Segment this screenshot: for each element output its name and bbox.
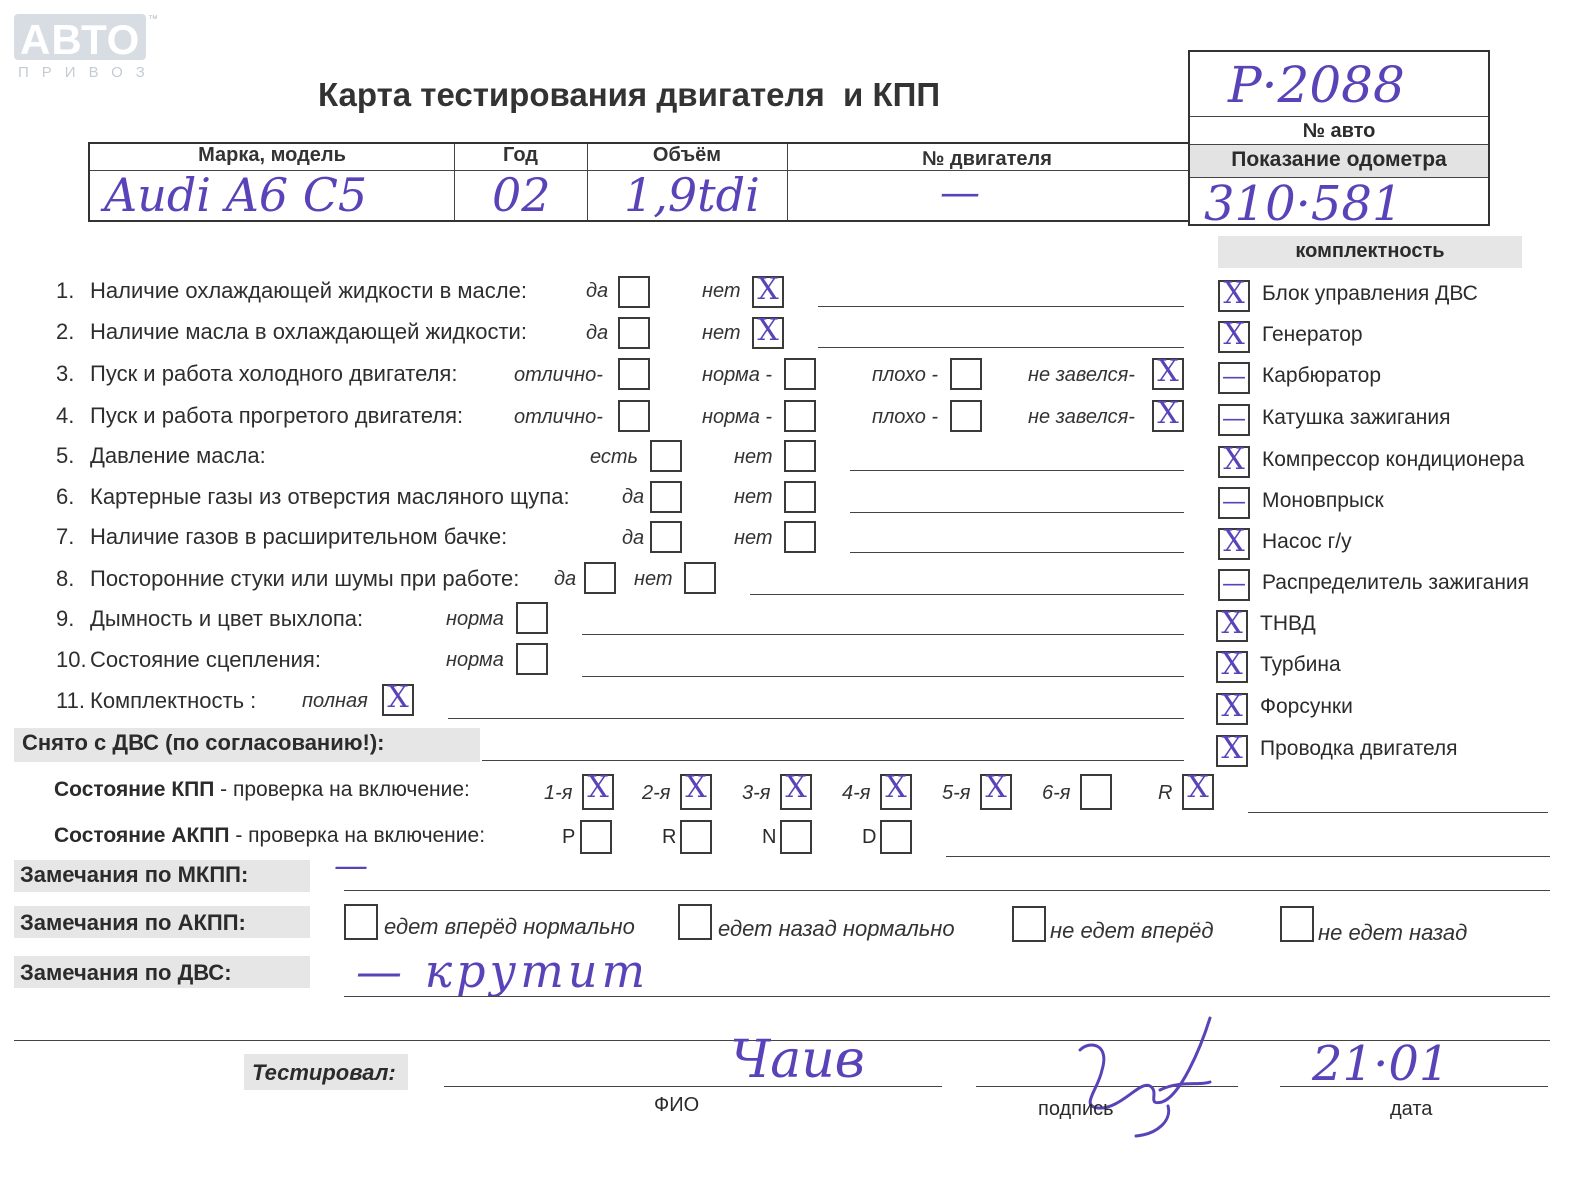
item-3-text: Пуск и работа холодного двигателя:: [90, 361, 458, 386]
completeness-checkbox-6[interactable]: [1218, 487, 1250, 519]
completeness-item-label: Блок управления ДВС: [1262, 282, 1478, 305]
dvs-remarks-label: Замечания по ДВС:: [20, 960, 232, 985]
item-8-number: 8.: [56, 566, 75, 591]
item-11-number: 11.: [56, 688, 85, 713]
akpp-mode-label: N: [762, 826, 777, 848]
item-7-line: [850, 552, 1184, 553]
item-1-text: Наличие охлаждающей жидкости в масле:: [90, 278, 527, 303]
plate-box: [1188, 50, 1490, 232]
completeness-checkbox-11[interactable]: [1216, 689, 1248, 725]
plate-divider: [1190, 116, 1488, 117]
item-5-opt-no-checkbox[interactable]: [784, 440, 816, 472]
item-2-number: 2.: [56, 319, 75, 344]
odometer-label: Показание одометра: [1231, 148, 1447, 171]
item-3-opt-excellent-checkbox[interactable]: [618, 358, 650, 390]
akpp-label: [54, 824, 485, 848]
item-3-opt-bad-label: плохо -: [872, 364, 939, 386]
completeness-checkbox-10[interactable]: [1216, 647, 1248, 683]
item-4-opt-bad-checkbox[interactable]: [950, 400, 982, 432]
completeness-item-label: Катушка зажигания: [1262, 406, 1451, 429]
kpp-gear-checkbox[interactable]: [582, 770, 614, 810]
logo-sub-text: ПРИВОЗ: [18, 64, 158, 81]
akpp-mode-label: D: [862, 826, 877, 848]
item-3-opt-nostart-label: не завелся-: [1028, 364, 1135, 386]
item-4-number: 4.: [56, 403, 75, 428]
kpp-gear-checkbox[interactable]: [780, 770, 812, 810]
logo-tm: ™: [148, 14, 158, 25]
item-3-number: 3.: [56, 361, 75, 386]
completeness-title: комплектность: [1295, 240, 1445, 262]
page-title: Карта тестирования двигателя и КПП: [318, 76, 941, 113]
akpp-forward-ok-checkbox[interactable]: [344, 904, 378, 940]
item-10-opt-normal-checkbox[interactable]: [516, 643, 548, 675]
item-2-line: [818, 347, 1184, 348]
kpp-label-rest: - проверка на включение:: [214, 778, 470, 801]
check-mark: X: [685, 770, 707, 805]
completeness-checkbox-3[interactable]: [1218, 362, 1250, 394]
check-mark: X: [757, 313, 779, 348]
check-mark: X: [1187, 770, 1209, 805]
akpp-mode-checkbox[interactable]: [880, 820, 912, 854]
kpp-gear-checkbox[interactable]: [980, 770, 1012, 810]
akpp-line: [946, 856, 1550, 857]
check-mark: X: [1221, 606, 1243, 641]
check-mark: X: [1223, 524, 1245, 559]
kpp-gear-checkbox[interactable]: [1182, 770, 1214, 810]
dvs-remarks-value: — крутит: [356, 944, 650, 998]
item-6-line: [850, 512, 1184, 513]
mkpp-remarks-value: —: [334, 846, 368, 886]
item-10-opt-normal-label: норма: [446, 649, 504, 671]
item-11-opt-full-label: полная: [302, 690, 368, 712]
item-5-opt-yes-label: есть: [590, 446, 639, 468]
item-3-opt-bad-checkbox[interactable]: [950, 358, 982, 390]
logo-main-text: АВТО: [20, 16, 141, 63]
check-mark: X: [1157, 396, 1179, 431]
item-3-opt-excellent-label: отлично-: [514, 364, 603, 386]
completeness-item-label: ТНВД: [1260, 612, 1316, 635]
akpp-label-bold: Состояние АКПП: [54, 824, 230, 847]
check-mark: X: [1223, 276, 1245, 311]
name-line: [444, 1086, 942, 1087]
akpp-backward-ok-label: едет назад нормально: [718, 916, 955, 941]
item-1-line: [818, 306, 1184, 307]
item-7-opt-yes-label: да: [622, 527, 645, 549]
item-6-opt-yes-checkbox[interactable]: [650, 481, 682, 513]
check-mark: X: [1223, 317, 1245, 352]
item-1-opt-yes-checkbox[interactable]: [618, 276, 650, 308]
item-9-text: Дымность и цвет выхлопа:: [90, 606, 364, 631]
akpp-mode-checkbox[interactable]: [780, 820, 812, 854]
item-2-opt-no-label: нет: [702, 322, 741, 344]
model-value: Audi A6 C5: [104, 168, 368, 222]
completeness-checkbox-2[interactable]: [1218, 317, 1250, 353]
date-caption: дата: [1390, 1098, 1433, 1120]
signature-caption: подпись: [1038, 1098, 1114, 1120]
item-9-opt-normal-checkbox[interactable]: [516, 602, 548, 634]
completeness-checkbox-5[interactable]: [1218, 442, 1250, 478]
akpp-forward-ok-label: едет вперёд нормально: [384, 914, 635, 939]
completeness-checkbox-9[interactable]: [1216, 606, 1248, 642]
logo: [14, 14, 158, 84]
tester-name-value: Чаив: [730, 1030, 865, 1090]
mkpp-remarks-line: [344, 890, 1550, 891]
kpp-gear-checkbox[interactable]: [880, 770, 912, 810]
vehicle-table: [88, 142, 1188, 222]
item-1-number: 1.: [56, 278, 75, 303]
item-7-number: 7.: [56, 524, 75, 549]
item-2-opt-yes-label: да: [586, 322, 609, 344]
check-mark: X: [1221, 731, 1243, 766]
date-value: 21·01: [1312, 1036, 1450, 1092]
column-header-engine-no: № двигателя: [922, 148, 1052, 170]
kpp-gear-label: 3-я: [742, 782, 771, 804]
akpp-mode-checkbox[interactable]: [680, 820, 712, 854]
item-6-opt-no-checkbox[interactable]: [784, 481, 816, 513]
check-mark: X: [1221, 689, 1243, 724]
item-4-opt-excellent-checkbox[interactable]: [618, 400, 650, 432]
odometer-value: 310·581: [1204, 176, 1403, 232]
item-8-opt-no-checkbox[interactable]: [684, 562, 716, 594]
check-mark: —: [1222, 569, 1246, 597]
item-4-opt-normal-label: норма -: [702, 406, 773, 428]
item-11-line: [448, 718, 1184, 719]
plate-number: Р·2088: [1228, 56, 1405, 114]
column-header-model: Марка, модель: [198, 144, 346, 166]
completeness-item-label: Моновпрыск: [1262, 489, 1384, 512]
completeness-checkbox-1[interactable]: [1218, 276, 1250, 312]
kpp-gear-label: 5-я: [942, 782, 971, 804]
item-5-opt-yes-checkbox[interactable]: [650, 440, 682, 472]
kpp-line: [1248, 812, 1548, 813]
kpp-gear-checkbox[interactable]: [1080, 774, 1112, 810]
item-6-text: Картерные газы из отверстия масляного щупа:: [90, 484, 570, 509]
akpp-mode-label: P: [562, 826, 576, 848]
item-9-line: [582, 634, 1184, 635]
kpp-gear-label: 6-я: [1042, 782, 1071, 804]
removed-line: [482, 760, 1184, 761]
completeness-item-label: Турбина: [1260, 653, 1341, 676]
item-4-opt-bad-label: плохо -: [872, 406, 939, 428]
check-mark: X: [587, 770, 609, 805]
item-8-text: Посторонние стуки или шумы при работе:: [90, 566, 520, 591]
item-7-opt-no-checkbox[interactable]: [784, 521, 816, 553]
item-7-text: Наличие газов в расширительном бачке:: [90, 524, 508, 549]
item-1-opt-no-checkbox[interactable]: [752, 272, 784, 308]
item-8-opt-yes-label: да: [554, 568, 577, 590]
name-caption: ФИО: [654, 1094, 700, 1116]
item-10-line: [582, 676, 1184, 677]
item-7-opt-no-label: нет: [734, 527, 773, 549]
completeness-item-label: Проводка двигателя: [1260, 737, 1458, 760]
completeness-checkbox-4[interactable]: [1218, 404, 1250, 436]
check-mark: X: [1221, 647, 1243, 682]
check-mark: —: [1222, 487, 1246, 515]
check-mark: X: [387, 680, 409, 715]
akpp-no-forward-label: не едет вперёд: [1050, 918, 1214, 943]
completeness-item-label: Насос г/у: [1262, 530, 1352, 553]
kpp-label: [54, 778, 470, 802]
item-11-opt-full-checkbox[interactable]: [382, 680, 414, 716]
completeness-item-label: Форсунки: [1260, 695, 1353, 718]
item-10-text: Состояние сцепления:: [90, 647, 321, 672]
check-mark: —: [1222, 362, 1246, 390]
item-3-opt-normal-checkbox[interactable]: [784, 358, 816, 390]
check-mark: X: [757, 272, 779, 307]
item-10-number: 10.: [56, 647, 87, 672]
check-mark: —: [1222, 404, 1246, 432]
check-mark: X: [1223, 442, 1245, 477]
item-4-opt-normal-checkbox[interactable]: [784, 400, 816, 432]
completeness-checkbox-8[interactable]: [1218, 569, 1250, 601]
kpp-gear-label: 1-я: [544, 782, 573, 804]
akpp-no-forward-checkbox[interactable]: [1012, 906, 1046, 942]
column-header-volume: Объём: [652, 144, 722, 166]
item-4-text: Пуск и работа прогретого двигателя:: [90, 403, 464, 428]
volume-value: 1,9tdi: [624, 168, 760, 222]
item-11-text: Комплектность :: [90, 688, 257, 713]
akpp-no-backward-checkbox[interactable]: [1280, 906, 1314, 942]
item-6-number: 6.: [56, 484, 75, 509]
mkpp-remarks-label: Замечания по МКПП:: [20, 862, 249, 887]
kpp-gear-checkbox[interactable]: [680, 770, 712, 810]
check-mark: X: [985, 770, 1007, 805]
kpp-gear-label: 4-я: [842, 782, 871, 804]
item-8-line: [750, 594, 1184, 595]
item-5-opt-no-label: нет: [734, 446, 773, 468]
item-1-opt-yes-label: да: [586, 280, 609, 302]
item-4-opt-nostart-label: не завелся-: [1028, 406, 1135, 428]
item-3-opt-normal-label: норма -: [702, 364, 773, 386]
item-4-opt-nostart-checkbox[interactable]: [1152, 396, 1184, 432]
engine-no-value: —: [940, 170, 980, 216]
completeness-item-label: Генератор: [1262, 323, 1363, 346]
completeness-item-label: Компрессор кондиционера: [1262, 448, 1525, 471]
akpp-mode-label: R: [662, 826, 677, 848]
akpp-mode-checkbox[interactable]: [580, 820, 612, 854]
item-9-number: 9.: [56, 606, 75, 631]
dvs-remarks-line: [344, 996, 1550, 997]
akpp-label-rest: - проверка на включение:: [229, 824, 486, 847]
completeness-item-label: Распределитель зажигания: [1262, 571, 1530, 594]
removed-label: Снято с ДВС (по согласованию!):: [22, 730, 385, 755]
item-2-opt-yes-checkbox[interactable]: [618, 317, 650, 349]
item-3-opt-nostart-checkbox[interactable]: [1152, 354, 1184, 390]
item-5-number: 5.: [56, 443, 75, 468]
year-value: 02: [492, 168, 551, 222]
completeness-checkbox-12[interactable]: [1216, 731, 1248, 767]
tested-label: Тестировал:: [252, 1060, 396, 1085]
item-1-opt-no-label: нет: [702, 280, 741, 302]
plate-label: № авто: [1302, 120, 1376, 142]
kpp-label-bold: Состояние КПП: [54, 778, 215, 801]
akpp-no-backward-label: не едет назад: [1318, 920, 1468, 945]
akpp-backward-ok-checkbox[interactable]: [678, 904, 712, 940]
item-9-opt-normal-label: норма: [446, 608, 504, 630]
item-8-opt-no-label: нет: [634, 568, 673, 590]
item-2-text: Наличие масла в охлаждающей жидкости:: [90, 319, 527, 344]
item-4-opt-excellent-label: отлично-: [514, 406, 603, 428]
check-mark: X: [885, 770, 907, 805]
completeness-checkbox-7[interactable]: [1218, 524, 1250, 560]
item-6-opt-yes-label: да: [622, 486, 645, 508]
item-6-opt-no-label: нет: [734, 486, 773, 508]
completeness-item-label: Карбюратор: [1262, 364, 1382, 387]
check-mark: X: [1157, 354, 1179, 389]
item-5-line: [850, 470, 1184, 471]
item-7-opt-yes-checkbox[interactable]: [650, 521, 682, 553]
kpp-gear-label: 2-я: [642, 782, 671, 804]
item-5-text: Давление масла:: [90, 443, 266, 468]
column-header-year: Год: [503, 144, 538, 166]
kpp-gear-label: R: [1158, 782, 1173, 804]
item-8-opt-yes-checkbox[interactable]: [584, 562, 616, 594]
item-2-opt-no-checkbox[interactable]: [752, 313, 784, 349]
check-mark: X: [785, 770, 807, 805]
akpp-remarks-label: Замечания по АКПП:: [20, 910, 246, 935]
